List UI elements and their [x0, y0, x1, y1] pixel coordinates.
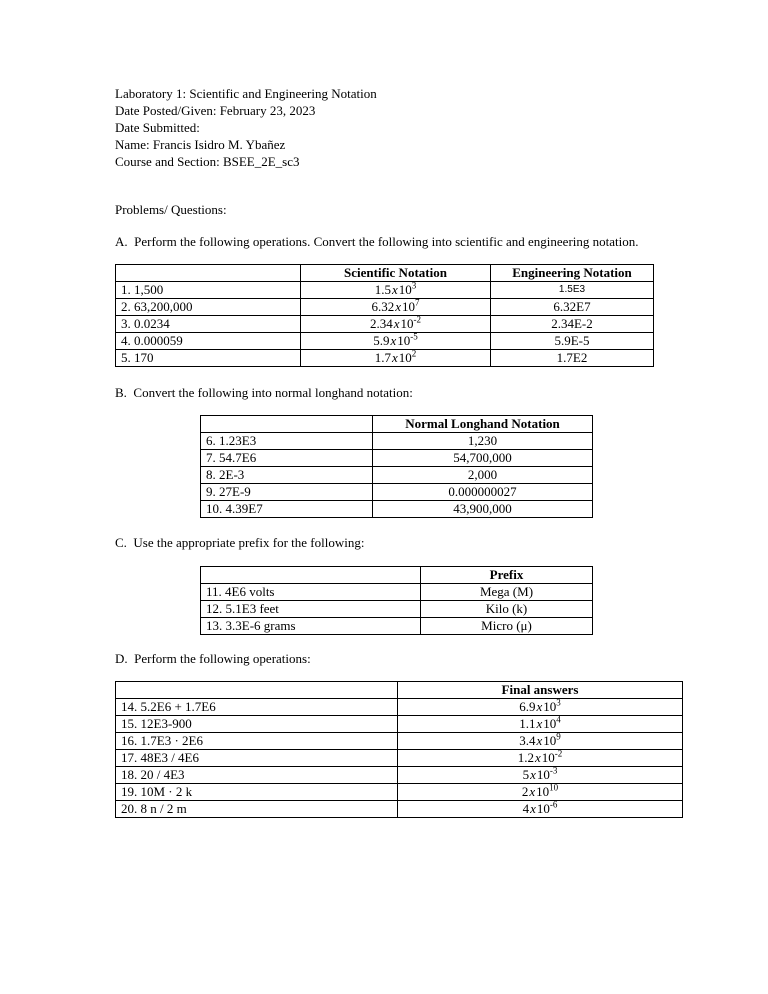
cell-answer: Kilo (k) — [421, 601, 593, 618]
table-row — [116, 333, 654, 350]
cell-scientific-notation: $2.34x10^{-2}$ — [301, 316, 491, 333]
column-header-final-answers: Final answers — [398, 682, 683, 699]
cell-item: 5. 170 — [116, 350, 301, 367]
column-header-blank — [116, 682, 398, 699]
longhand-notation-table — [200, 415, 593, 518]
table-row — [116, 801, 683, 818]
section-c-heading: C. Use the appropriate prefix for the following: — [115, 535, 365, 550]
section-a-heading: A. Perform the following operations. Convert the following into scientific and engineering notation. — [115, 234, 639, 249]
column-header-blank — [201, 416, 373, 433]
table-row — [201, 450, 593, 467]
document-header — [115, 85, 688, 170]
section-b-heading: B. Convert the following into normal longhand notation: — [115, 385, 413, 400]
table-row — [201, 618, 593, 635]
cell-scientific-notation: $6.32x10^7$ — [301, 299, 491, 316]
cell-engineering-notation: 1.5E3 — [491, 282, 654, 299]
cell-answer: $3.4x10^9$ — [398, 733, 683, 750]
doc-title: Laboratory 1: Scientific and Engineering Notation — [115, 86, 377, 101]
cell-item: 7. 54.7E6 — [201, 450, 373, 467]
cell-item: 16. 1.7E3 · 2E6 — [116, 733, 398, 750]
cell-item: 8. 2E-3 — [201, 467, 373, 484]
date-posted-line: Date Posted/Given: February 23, 2023 — [115, 103, 316, 118]
cell-item: 19. 10M · 2 k — [116, 784, 398, 801]
cell-answer: 54,700,000 — [373, 450, 593, 467]
table-row — [201, 433, 593, 450]
cell-answer: 0.000000027 — [373, 484, 593, 501]
cell-answer: $4x10^{-6}$ — [398, 801, 683, 818]
table-header-row — [201, 567, 593, 584]
cell-answer: 1,230 — [373, 433, 593, 450]
table-row — [116, 716, 683, 733]
table-row — [116, 316, 654, 333]
table-row — [116, 784, 683, 801]
cell-answer: $2x10^{10}$ — [398, 784, 683, 801]
column-header-prefix: Prefix — [421, 567, 593, 584]
table-row — [201, 467, 593, 484]
cell-engineering-notation: 5.9E-5 — [491, 333, 654, 350]
cell-item: 15. 12E3-900 — [116, 716, 398, 733]
cell-item: 4. 0.000059 — [116, 333, 301, 350]
table-row — [116, 299, 654, 316]
cell-item: 14. 5.2E6 + 1.7E6 — [116, 699, 398, 716]
operations-table — [115, 681, 683, 818]
column-header-blank — [201, 567, 421, 584]
table-row — [201, 501, 593, 518]
cell-item: 6. 1.23E3 — [201, 433, 373, 450]
cell-engineering-notation: 1.7E2 — [491, 350, 654, 367]
table-row — [116, 350, 654, 367]
cell-item: 13. 3.3E-6 grams — [201, 618, 421, 635]
student-name-line: Name: Francis Isidro M. Ybañez — [115, 137, 286, 152]
cell-item: 2. 63,200,000 — [116, 299, 301, 316]
table-row — [116, 282, 654, 299]
cell-answer: $6.9x10^3$ — [398, 699, 683, 716]
cell-item: 11. 4E6 volts — [201, 584, 421, 601]
cell-answer: 2,000 — [373, 467, 593, 484]
cell-answer: Micro (μ) — [421, 618, 593, 635]
table-row — [116, 767, 683, 784]
table-row — [201, 584, 593, 601]
table-row — [201, 484, 593, 501]
cell-answer: $5x10^{-3}$ — [398, 767, 683, 784]
table-row — [116, 750, 683, 767]
cell-item: 9. 27E-9 — [201, 484, 373, 501]
scientific-engineering-table — [115, 264, 654, 367]
table-header-row — [201, 416, 593, 433]
cell-engineering-notation: 6.32E7 — [491, 299, 654, 316]
cell-answer: $1.2x10^{-2}$ — [398, 750, 683, 767]
cell-scientific-notation: $1.7x10^2$ — [301, 350, 491, 367]
problems-questions-label: Problems/ Questions: — [115, 202, 227, 217]
table-header-row — [116, 265, 654, 282]
column-header-longhand-notation: Normal Longhand Notation — [373, 416, 593, 433]
cell-engineering-notation: 2.34E-2 — [491, 316, 654, 333]
cell-item: 18. 20 / 4E3 — [116, 767, 398, 784]
table-row — [116, 733, 683, 750]
column-header-blank — [116, 265, 301, 282]
prefix-table — [200, 566, 593, 635]
cell-item: 12. 5.1E3 feet — [201, 601, 421, 618]
cell-scientific-notation: $5.9x10^{-5}$ — [301, 333, 491, 350]
cell-answer: $1.1x10^4$ — [398, 716, 683, 733]
table-row — [116, 699, 683, 716]
column-header-scientific-notation: Scientific Notation — [301, 265, 491, 282]
table-row — [201, 601, 593, 618]
cell-item: 17. 48E3 / 4E6 — [116, 750, 398, 767]
cell-item: 1. 1,500 — [116, 282, 301, 299]
cell-item: 10. 4.39E7 — [201, 501, 373, 518]
course-section-line: Course and Section: BSEE_2E_sc3 — [115, 154, 300, 169]
cell-answer: 43,900,000 — [373, 501, 593, 518]
cell-scientific-notation: $1.5x10^3$ — [301, 282, 491, 299]
cell-item: 20. 8 n / 2 m — [116, 801, 398, 818]
column-header-engineering-notation: Engineering Notation — [491, 265, 654, 282]
table-header-row — [116, 682, 683, 699]
section-d-heading: D. Perform the following operations: — [115, 651, 311, 666]
cell-answer: Mega (M) — [421, 584, 593, 601]
cell-item: 3. 0.0234 — [116, 316, 301, 333]
date-submitted-line: Date Submitted: — [115, 120, 200, 135]
